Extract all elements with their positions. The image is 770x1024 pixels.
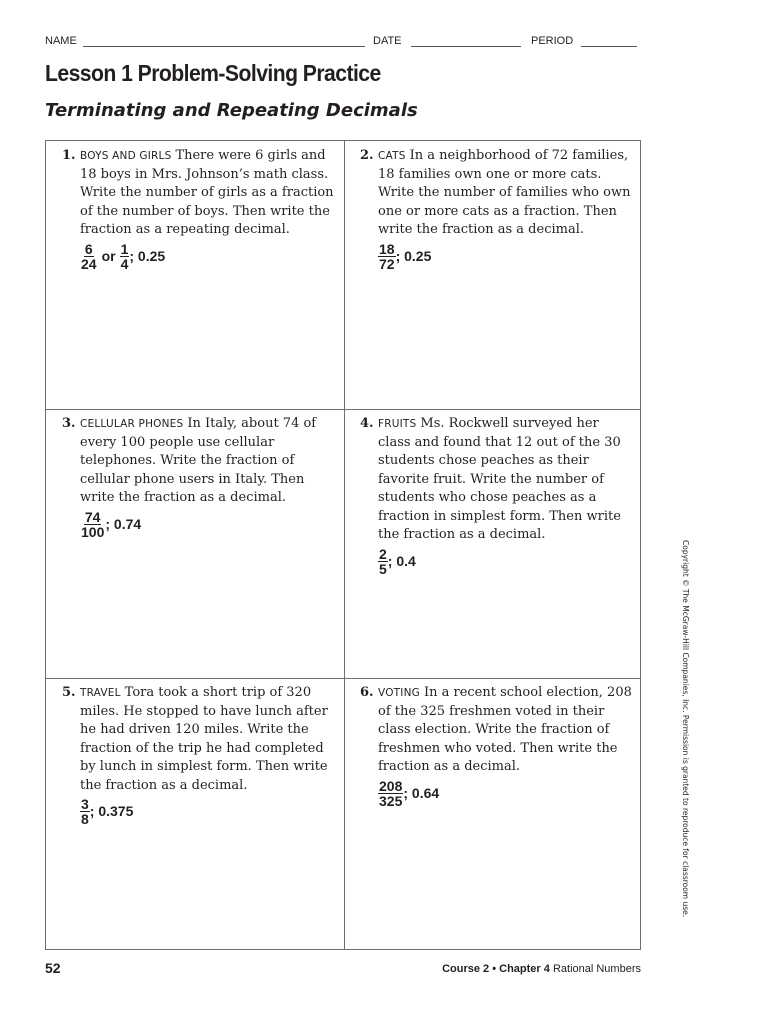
problem-5 <box>62 684 340 826</box>
fraction-denominator: 325 <box>379 792 403 809</box>
fraction-numerator: 18 <box>379 240 395 257</box>
problem-number: 6. <box>360 685 374 700</box>
problem-topic: FRUITS <box>378 418 417 430</box>
fraction-denominator: 8 <box>81 811 89 827</box>
fraction-denominator: 100 <box>81 523 105 540</box>
answer-fraction <box>80 510 105 539</box>
problem-3 <box>62 415 340 539</box>
fraction-denominator: 24 <box>81 255 97 272</box>
problem-topic: BOYS AND GIRLS <box>80 150 172 162</box>
period-label: PERIOD <box>531 35 574 47</box>
page-title: Lesson 1 Problem-Solving Practice <box>45 60 381 86</box>
answer-area[interactable] <box>62 510 340 539</box>
fraction-numerator: 3 <box>81 796 89 812</box>
page-subtitle: Terminating and Repeating Decimals <box>45 100 418 121</box>
problem-number: 4. <box>360 416 374 431</box>
problem-grid <box>45 140 641 950</box>
answer-decimal: ; 0.375 <box>89 803 134 820</box>
grid-divider-row-2 <box>46 678 640 679</box>
fraction-denominator: 72 <box>379 255 395 272</box>
answer-area[interactable] <box>360 242 634 271</box>
student-info-header <box>45 35 645 49</box>
problem-text: There were 6 girls and 18 boys in Mrs. Johnson’s math class. Write the number of girls as a fraction of the number of boys. Then write the fraction as a repeating decimal. <box>80 148 334 237</box>
fraction-numerator: 1 <box>120 240 129 257</box>
problem-text: In Italy, about 74 of every 100 people use cellular telephones. Write the fraction of cellular phone users in Italy. Then write the fraction as a decimal. <box>80 416 317 505</box>
name-blank[interactable] <box>83 46 365 47</box>
problem-text: In a recent school election, 208 of the 325 freshmen voted in their class election. Write the fraction of freshmen who voted. Then write the fraction as a decimal. <box>378 685 632 774</box>
fraction-numerator: 208 <box>379 777 403 794</box>
fraction-numerator: 74 <box>84 508 101 525</box>
answer-fraction-simplified <box>120 242 130 271</box>
problem-number: 5. <box>62 685 76 700</box>
problem-topic: TRAVEL <box>80 687 121 699</box>
answer-fraction <box>378 547 388 576</box>
answer-area[interactable] <box>62 242 340 271</box>
answer-decimal: ; 0.4 <box>387 552 416 569</box>
copyright-notice <box>681 540 700 918</box>
problem-text: Ms. Rockwell surveyed her class and found that 12 out of the 30 students chose peaches as their favorite fruit. Write the number of students who chose peaches as a fraction in simplest form. Then write the fraction as a decimal. <box>378 416 621 542</box>
grid-divider-row-1 <box>46 409 640 410</box>
fraction-denominator: 5 <box>379 560 387 577</box>
answer-area[interactable] <box>360 547 634 576</box>
fraction-denominator: 4 <box>120 255 129 272</box>
problem-text: In a neighborhood of 72 families, 18 families own one or more cats. Write the number of families who own one or more cats as a fraction. Then write the fraction as a decimal. <box>378 148 631 237</box>
footer-course: Course 2 <box>442 963 490 975</box>
footer-course-info <box>442 963 641 975</box>
grid-divider-vertical <box>344 141 345 949</box>
problem-number: 3. <box>62 416 76 431</box>
answer-fraction <box>80 797 90 826</box>
footer-chapter: Chapter 4 <box>499 963 550 975</box>
fraction-numerator: 6 <box>84 240 93 257</box>
problem-number: 2. <box>360 148 374 163</box>
answer-fraction <box>378 242 396 271</box>
problem-topic: CATS <box>378 150 406 162</box>
problem-topic: VOTING <box>378 687 420 699</box>
answer-area[interactable] <box>62 797 340 826</box>
answer-fraction <box>378 779 403 808</box>
fraction-numerator: 2 <box>379 545 387 562</box>
problem-6 <box>360 684 634 808</box>
answer-decimal: ; 0.25 <box>395 247 432 264</box>
answer-decimal: ; 0.64 <box>403 784 440 801</box>
fraction-joiner: or <box>101 247 116 264</box>
date-blank[interactable] <box>411 46 521 47</box>
answer-decimal: ; 0.25 <box>129 247 166 264</box>
problem-text: Tora took a short trip of 320 miles. He stopped to have lunch after he had driven 120 miles. Write the fraction of the trip he had completed by lunch in simplest form. Then write the fraction as a decimal. <box>80 685 328 793</box>
footer-chapter-title: Rational Numbers <box>552 963 641 975</box>
footer-bullet: • <box>492 963 497 975</box>
problem-4 <box>360 415 634 576</box>
answer-fraction <box>80 242 98 271</box>
answer-decimal: ; 0.74 <box>105 515 142 532</box>
problem-1 <box>62 147 340 271</box>
answer-area[interactable] <box>360 779 634 808</box>
date-label: DATE <box>373 35 402 47</box>
problem-number: 1. <box>62 148 76 163</box>
copyright-text: Copyright © The McGraw-Hill Companies, Inc. Permission is granted to reproduce for classroom use. <box>681 540 690 918</box>
name-label: NAME <box>45 35 77 47</box>
problem-topic: CELLULAR PHONES <box>80 418 184 430</box>
period-blank[interactable] <box>581 46 637 47</box>
page-number: 52 <box>45 960 61 976</box>
problem-2 <box>360 147 634 271</box>
